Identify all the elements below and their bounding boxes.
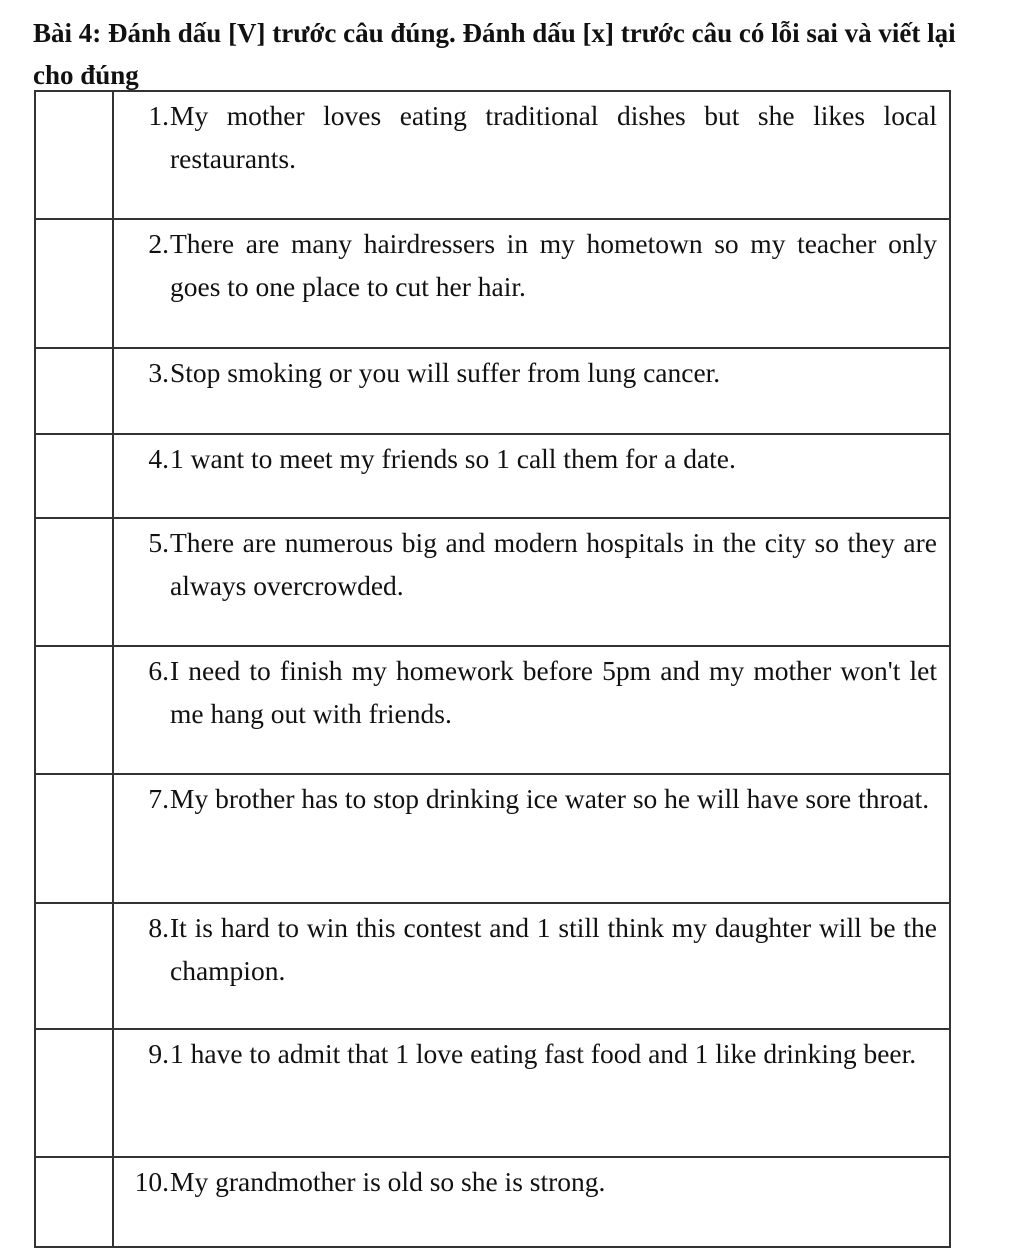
table-row: [35, 1029, 950, 1157]
question-cell: [113, 903, 950, 1029]
question-cell: [113, 348, 950, 434]
question-cell: [113, 646, 950, 774]
question-cell: [113, 1029, 950, 1157]
question-cell: [113, 1157, 950, 1247]
question-text: It is hard to win this contest and 1 still think my daughter will be the champion.: [170, 912, 937, 986]
question-text: I need to finish my homework before 5pm and my mother won't let me hang out with friends.: [170, 655, 937, 729]
answer-mark-box[interactable]: [35, 1029, 113, 1157]
question-text: 1 want to meet my friends so 1 call them for a date.: [170, 443, 736, 474]
table-row: [35, 91, 950, 219]
question-cell: [113, 434, 950, 518]
table-row: [35, 646, 950, 774]
table-row: [35, 518, 950, 646]
table-row: [35, 903, 950, 1029]
question-number: 5.: [148, 527, 169, 558]
table-row: [35, 1157, 950, 1247]
answer-mark-box[interactable]: [35, 1157, 113, 1247]
question-text: 1 have to admit that 1 love eating fast food and 1 like drinking beer.: [170, 1038, 917, 1069]
question-number: 8.: [148, 912, 169, 943]
question-number: 3.: [148, 357, 169, 388]
answer-mark-box[interactable]: [35, 903, 113, 1029]
answer-mark-box[interactable]: [35, 348, 113, 434]
question-text: There are numerous big and modern hospitals in the city so they are always overcrowded.: [170, 527, 937, 601]
question-number: 1.: [148, 100, 169, 131]
question-text: My mother loves eating traditional dishes but she likes local restaurants.: [170, 100, 937, 174]
question-cell: [113, 219, 950, 348]
answer-mark-box[interactable]: [35, 518, 113, 646]
question-text: My grandmother is old so she is strong.: [170, 1166, 606, 1197]
question-number: 4.: [148, 443, 169, 474]
question-number: 10.: [134, 1166, 169, 1197]
table-row: [35, 774, 950, 903]
question-number: 9.: [148, 1038, 169, 1069]
question-text: There are many hairdressers in my hometown so my teacher only goes to one place to cut her hair.: [170, 228, 937, 302]
answer-mark-box[interactable]: [35, 646, 113, 774]
answer-mark-box[interactable]: [35, 91, 113, 219]
table-row: [35, 434, 950, 518]
answer-mark-box[interactable]: [35, 434, 113, 518]
exercise-title: Bài 4: Đánh dấu [V] trước câu đúng. Đánh dấu [x] trước câu có lỗi sai và viết lại cho đúng: [33, 18, 956, 90]
question-cell: [113, 774, 950, 903]
question-number: 2.: [148, 228, 169, 259]
question-number: 6.: [148, 655, 169, 686]
question-text: Stop smoking or you will suffer from lung cancer.: [170, 357, 721, 388]
answer-mark-box[interactable]: [35, 774, 113, 903]
answer-mark-box[interactable]: [35, 219, 113, 348]
exercise-table: [34, 90, 951, 1248]
table-row: [35, 348, 950, 434]
question-number: 7.: [148, 783, 169, 814]
table-row: [35, 219, 950, 348]
question-cell: [113, 518, 950, 646]
question-cell: [113, 91, 950, 219]
question-text: My brother has to stop drinking ice water so he will have sore throat.: [170, 783, 930, 814]
